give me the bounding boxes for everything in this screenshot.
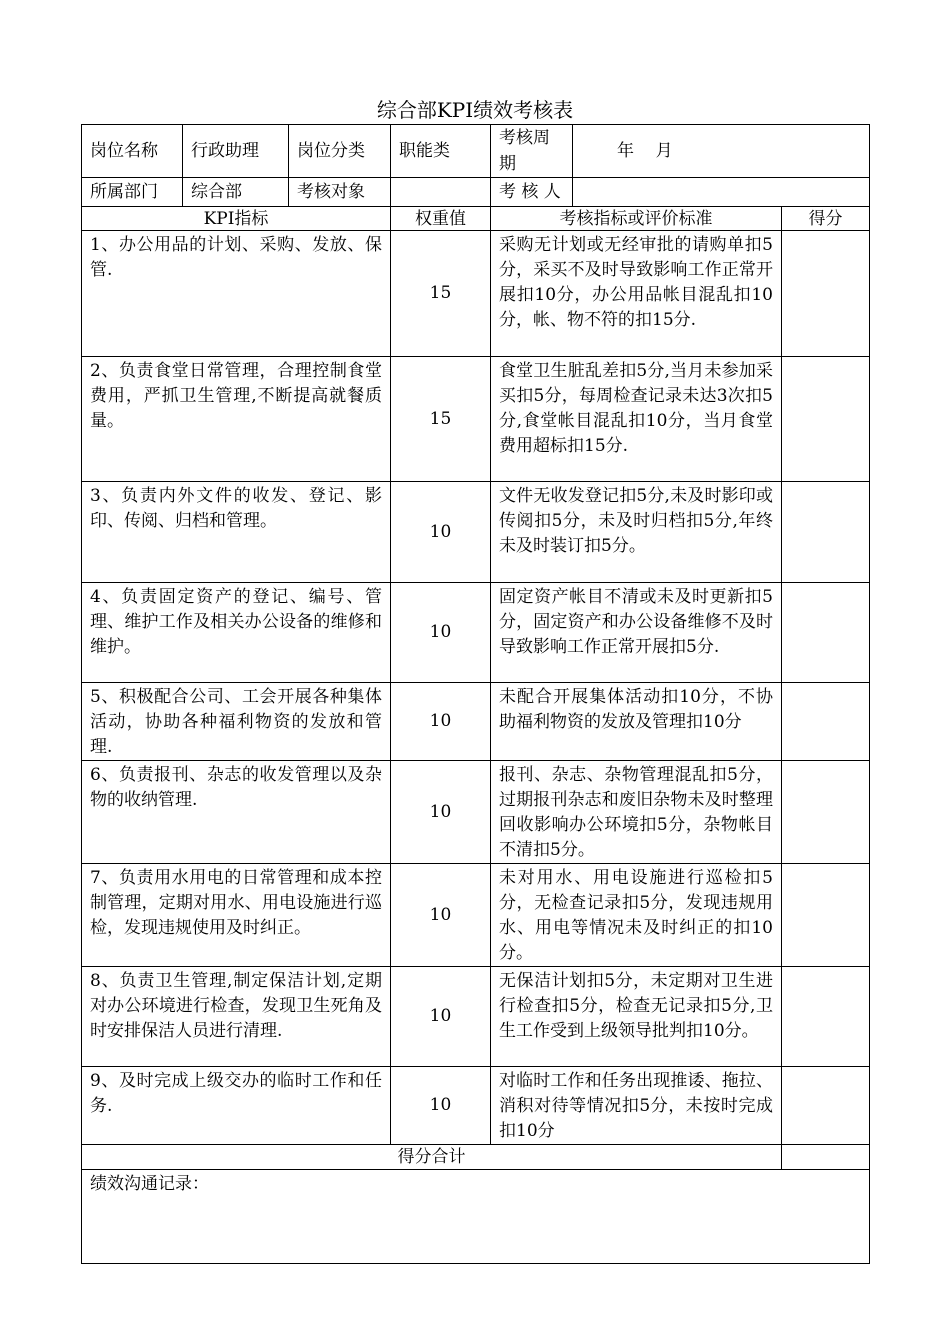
kpi-row [82,967,870,1067]
kpi-assessment-table [81,124,870,1264]
kpi-score[interactable] [782,583,870,683]
kpi-weight: 10 [391,1067,491,1145]
total-score-value[interactable] [782,1145,870,1170]
kpi-description: 7、负责用水用电的日常管理和成本控制管理，定期对用水、用电设施进行巡检，发现违规使用及时纠正。 [82,864,391,967]
column-header-row [82,207,870,231]
kpi-weight: 10 [391,683,491,761]
weight-header: 权重值 [391,207,491,231]
assessee-value[interactable] [391,178,491,207]
assessment-period-label: 考核周期 [491,125,573,178]
kpi-score[interactable] [782,231,870,357]
standard-header: 考核指标或评价标准 [491,207,782,231]
total-score-label: 得分合计 [82,1145,782,1170]
communication-label: 绩效沟通记录： [90,1174,209,1194]
kpi-row [82,231,870,357]
kpi-standard: 报刊、杂志、杂物管理混乱扣5分，过期报刊杂志和废旧杂物未及时整理回收影响办公环境扣5分，杂物帐目不清扣5分。 [491,761,782,864]
info-row-1 [82,125,870,178]
kpi-standard: 文件无收发登记扣5分,未及时影印或传阅扣5分，未及时归档扣5分,年终未及时装订扣5分。 [491,482,782,583]
assessment-period-value[interactable]: 年 月 [573,125,870,178]
department-value: 综合部 [183,178,289,207]
kpi-row [82,761,870,864]
kpi-weight: 10 [391,761,491,864]
kpi-description: 6、负责报刊、杂志的收发管理以及杂物的收纳管理. [82,761,391,864]
total-row [82,1145,870,1170]
score-header: 得分 [782,207,870,231]
kpi-standard: 对临时工作和任务出现推诿、拖拉、消积对待等情况扣5分，未按时完成扣10分 [491,1067,782,1145]
kpi-weight: 10 [391,482,491,583]
position-name-value: 行政助理 [183,125,289,178]
kpi-weight: 15 [391,231,491,357]
kpi-row [82,357,870,482]
department-label: 所属部门 [82,178,183,207]
kpi-standard: 食堂卫生脏乱差扣5分,当月未参加采买扣5分，每周检查记录未达3次扣5分,食堂帐目混乱扣10分，当月食堂费用超标扣15分. [491,357,782,482]
kpi-score[interactable] [782,482,870,583]
assessee-label: 考核对象 [289,178,391,207]
kpi-score[interactable] [782,357,870,482]
kpi-description: 1、办公用品的计划、采购、发放、保管. [82,231,391,357]
kpi-standard: 无保洁计划扣5分，未定期对卫生进行检查扣5分，检查无记录扣5分,卫生工作受到上级领导批判扣10分。 [491,967,782,1067]
kpi-score[interactable] [782,864,870,967]
kpi-standard: 固定资产帐目不清或未及时更新扣5分，固定资产和办公设备维修不及时导致影响工作正常开展扣5分. [491,583,782,683]
kpi-row [82,482,870,583]
kpi-row [82,864,870,967]
assessor-label: 考 核 人 [491,178,573,207]
kpi-description: 3、负责内外文件的收发、登记、影印、传阅、归档和管理。 [82,482,391,583]
position-name-label: 岗位名称 [82,125,183,178]
communication-row [82,1170,870,1264]
kpi-weight: 10 [391,583,491,683]
position-category-label: 岗位分类 [289,125,391,178]
kpi-standard: 未配合开展集体活动扣10分，不协助福利物资的发放及管理扣10分 [491,683,782,761]
assessor-value[interactable] [573,178,870,207]
kpi-description: 5、积极配合公司、工会开展各种集体活动，协助各种福利物资的发放和管理. [82,683,391,761]
kpi-row [82,1067,870,1145]
kpi-row [82,683,870,761]
kpi-score[interactable] [782,683,870,761]
info-row-2 [82,178,870,207]
kpi-score[interactable] [782,967,870,1067]
kpi-weight: 15 [391,357,491,482]
kpi-description: 2、负责食堂日常管理，合理控制食堂费用，严抓卫生管理,不断提高就餐质量。 [82,357,391,482]
position-category-value: 职能类 [391,125,491,178]
kpi-score[interactable] [782,1067,870,1145]
kpi-description: 4、负责固定资产的登记、编号、管理、维护工作及相关办公设备的维修和维护。 [82,583,391,683]
kpi-score[interactable] [782,761,870,864]
kpi-row [82,583,870,683]
kpi-standard: 采购无计划或无经审批的请购单扣5分，采买不及时导致影响工作正常开展扣10分，办公用品帐目混乱扣10分，帐、物不符的扣15分. [491,231,782,357]
page-title: 综合部KPI绩效考核表 [376,98,574,122]
kpi-weight: 10 [391,864,491,967]
kpi-header: KPI指标 [82,207,391,231]
kpi-description: 8、负责卫生管理,制定保洁计划,定期对办公环境进行检查，发现卫生死角及时安排保洁人员进行清理. [82,967,391,1067]
kpi-standard: 未对用水、用电设施进行巡检扣5分，无检查记录扣5分，发现违规用水、用电等情况未及时纠正的扣10分。 [491,864,782,967]
communication-record[interactable] [82,1170,870,1264]
kpi-weight: 10 [391,967,491,1067]
kpi-description: 9、及时完成上级交办的临时工作和任务. [82,1067,391,1145]
